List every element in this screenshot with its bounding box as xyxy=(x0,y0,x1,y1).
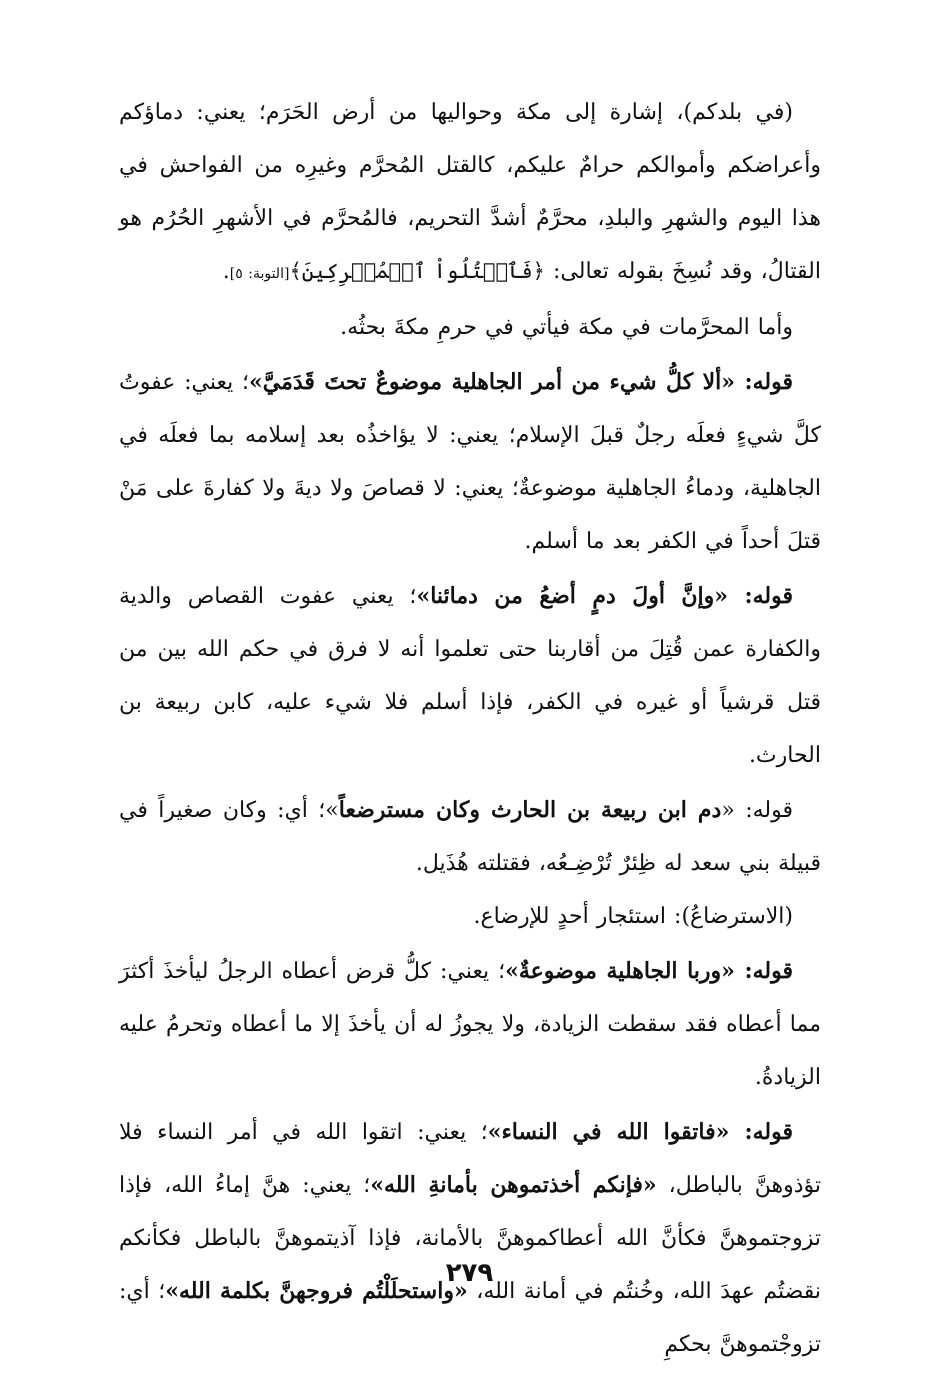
hadith-quote: قوله: «فاتقوا الله في النساء» xyxy=(487,1119,793,1145)
hadith-quote: قوله: «ألا كلُّ شيء من أمر الجاهلية موضوعٌ تحتَ قَدَمَيَّ» xyxy=(249,369,793,395)
verse-reference: [التوبة: ٥] xyxy=(229,266,290,282)
paragraph-7 xyxy=(119,945,821,1104)
sentence-end: . xyxy=(222,259,230,284)
paragraph-text: وأما المحرَّمات في مكة فيأتي في حرمِ مكةَ بحثُه. xyxy=(340,315,793,340)
paragraph-4 xyxy=(119,570,821,782)
paragraph-text: ؛ يعني: هنَّ إماءُ الله، فإذا تزوجتموهنَّ فكأنَّ الله أعطاكموهنَّ بالأمانة، فإذا آذيتموهنَّ بالباطل فكأنكم نقضتُم عهدَ الله، وخُنتُم في أمانة الله، xyxy=(119,1173,821,1304)
paragraph-text: ؛ أي: تزوجْتموهنَّ بحكمِ xyxy=(119,1279,821,1357)
hadith-quote: دم ابن ربيعة بن الحارث وكان مسترضعاً xyxy=(338,797,722,823)
paragraph-text: ؛ يعني عفوت القصاص والدية والكفارة عمن قُتِلَ من أقاربنا حتى تعلموا أنه لا فرق في حكم الله بين من قتل قرشياً أو غيره في الكفر، فإذا أسلم فلا شيء عليه، كابن ربيعة بن الحارث. xyxy=(119,584,821,768)
paragraph-text: ؛ يعني: عفوتُ كلَّ شيءٍ فعلَه رجلٌ قبلَ الإسلام؛ يعني: لا يؤاخذُه بعد إسلامه بما فعلَه في الجاهلية، ودماءُ الجاهلية موضوعةٌ؛ يعني: لا قصاصَ ولا ديةَ ولا كفارةَ على مَنْ قتلَ أحداً في الكفر بعد ما أسلم. xyxy=(119,370,821,554)
hadith-quote: قوله: «وإنَّ أولَ دمٍ أضعُ من دمائنا» xyxy=(416,583,793,609)
paragraph-text: »؛ أي: وكان صغيراً في قبيلة بني سعد له ظِئرٌ تُرْضِـعُه، فقتلته هُذَيل. xyxy=(119,798,821,876)
paragraph-2 xyxy=(119,301,821,354)
quote-prefix: قوله: « xyxy=(721,798,793,823)
hadith-quote: قوله: «وربا الجاهلية موضوعةٌ» xyxy=(505,958,793,984)
paragraph-3 xyxy=(119,356,821,568)
paragraph-text: ؛ يعني: اتقوا الله في أمر النساء فلا تؤذوهنَّ بالباطل، xyxy=(119,1120,821,1198)
hadith-quote: «واستحلَلْتُم فروجهنَّ بكلمة الله» xyxy=(165,1278,468,1304)
paragraph-text: (في بلدكم)، إشارة إلى مكة وحواليها من أرض الحَرَم؛ يعني: دماؤكم وأعراضكم وأموالكم حرامٌ عليكم، كالقتل المُحرَّم وغيرِه من الفواحش في هذا اليوم والشهرِ والبلدِ، محرَّمٌ أشدَّ التحريم، فالمُحرَّم في الأشهرِ الحُرُم هو القتالُ، وقد نُسِخَ بقوله تعالى: xyxy=(119,100,821,284)
paragraph-5 xyxy=(119,784,821,890)
paragraph-8 xyxy=(119,1106,821,1371)
paragraph-text: ؛ يعني: كلُّ قرض أعطاه الرجلُ ليأخذَ أكثرَ مما أعطاه فقد سقطت الزيادة، ولا يجوزُ له أن يأخذَ إلا ما أعطاه وتحرمُ عليه الزيادةُ. xyxy=(119,959,821,1090)
paragraph-6 xyxy=(119,890,821,943)
paragraph-text: (الاسترضاعُ): استئجار أحدٍ للإرضاع. xyxy=(473,904,793,929)
hadith-quote: «فإنكم أخذتموهن بأمانةِ الله» xyxy=(370,1172,657,1198)
page-number: ٢٧٩ xyxy=(445,1258,494,1288)
quran-verse: ﴿فَٱقۡتُلُواْ ٱلۡمُشۡرِكِينَ﴾ xyxy=(289,259,545,283)
paragraph-1 xyxy=(119,86,821,301)
page-body xyxy=(119,86,821,1371)
